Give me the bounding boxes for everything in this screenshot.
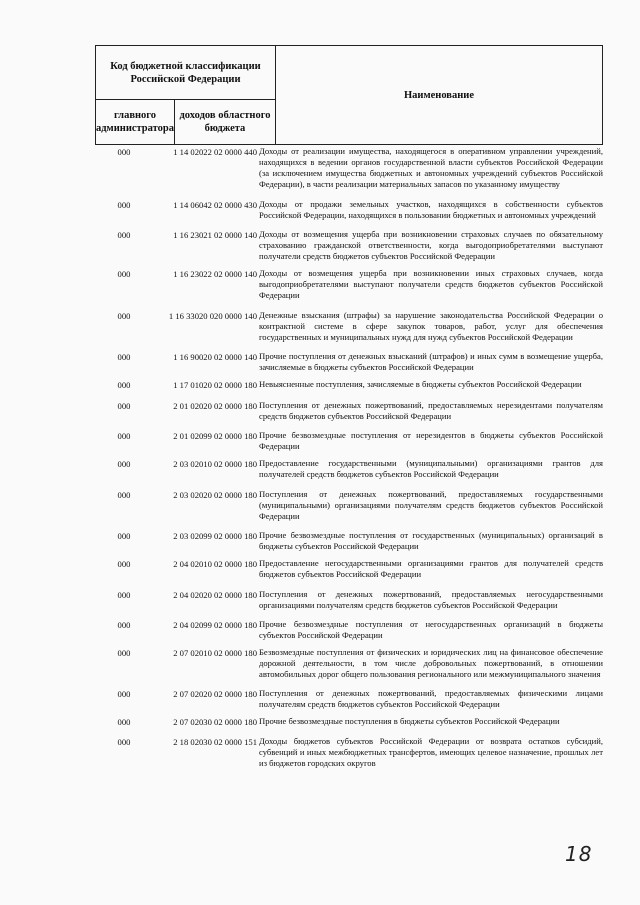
revenue-name-cell: Денежные взыскания (штрафы) за нарушение законодательства Российской Федерации о контрактной системе в сфере закупок товаров, работ, услуг для обеспечения государственных и муниципальных нужд для нужд субъектов Российской Федерации	[259, 310, 603, 342]
revenue-name-cell: Прочие безвозмездные поступления от нерезидентов в бюджеты субъектов Российской Федерации	[259, 430, 603, 451]
revenue-name-cell: Поступления от денежных пожертвований, предоставляемых негосударственными организациями получателям средств бюджетов субъектов Российской Федерации	[259, 589, 603, 610]
revenue-code-cell: 2 01 02020 02 0000 180	[173, 401, 257, 411]
admin-code-cell: 000	[117, 737, 131, 747]
table-row	[95, 647, 603, 680]
revenue-name-cell: Прочие безвозмездные поступления от негосударственных организаций в бюджеты субъектов Российской Федерации	[259, 619, 603, 640]
table-row	[95, 379, 603, 391]
admin-code-cell: 000	[117, 459, 131, 469]
revenue-name-cell: Предоставление государственными (муниципальными) организациями грантов для получателей средств бюджетов субъектов Российской Федерации	[259, 458, 603, 479]
revenue-code-cell: 2 03 02010 02 0000 180	[173, 459, 257, 469]
revenue-name-cell: Безвозмездные поступления от физических и юридических лиц на финансовое обеспечение дорожной деятельности, в том числе добровольных пожертвований, в отношении автомобильных дорог общего пользования регионального или межмуниципального значения	[259, 647, 603, 679]
revenue-code-cell: 2 07 02010 02 0000 180	[173, 648, 257, 658]
revenue-code-cell: 1 17 01020 02 0000 180	[173, 380, 257, 390]
revenue-column-header: доходов областного бюджета	[174, 100, 275, 145]
name-column-header: Наименование	[275, 46, 602, 145]
table-row	[95, 351, 603, 373]
admin-code-cell: 000	[117, 311, 131, 321]
table-row	[95, 430, 603, 452]
revenue-code-cell: 2 04 02010 02 0000 180	[173, 559, 257, 569]
revenue-name-cell: Поступления от денежных пожертвований, предоставляемых государственными (муниципальными) организациями получателям средств бюджетов субъектов Российской Федерации	[259, 489, 603, 521]
table-row	[95, 688, 603, 710]
revenue-name-cell: Доходы от продажи земельных участков, находящихся в собственности субъектов Российской Федерации, находящихся в пользовании бюджетных и автономных учреждений	[259, 199, 603, 220]
admin-code-cell: 000	[117, 380, 131, 390]
admin-column-header: главного администратора	[96, 100, 175, 145]
admin-code-cell: 000	[117, 269, 131, 279]
table-row	[95, 736, 603, 769]
revenue-code-cell: 2 01 02099 02 0000 180	[173, 431, 257, 441]
admin-code-cell: 000	[117, 689, 131, 699]
revenue-code-cell: 1 16 33020 020 0000 140	[168, 311, 257, 321]
revenue-name-cell: Доходы от возмещения ущерба при возникновении страховых случаев по обязательному страхованию гражданской ответственности, когда выгодоприобретателями выступают получатели средств бюджетов субъектов Российской Федерации	[259, 229, 603, 261]
table-header	[95, 45, 603, 145]
revenue-code-cell: 1 14 06042 02 0000 430	[173, 200, 257, 210]
revenue-name-cell: Доходы от возмещения ущерба при возникновении иных страховых случаев, когда выгодоприобретателями выступают получатели средств бюджетов субъектов Российской Федерации	[259, 268, 603, 300]
revenue-code-cell: 2 03 02099 02 0000 180	[173, 531, 257, 541]
table-row	[95, 310, 603, 343]
table-row	[95, 589, 603, 611]
table-row	[95, 199, 603, 221]
admin-code-cell: 000	[117, 200, 131, 210]
table-row	[95, 400, 603, 422]
admin-code-cell: 000	[117, 559, 131, 569]
admin-code-cell: 000	[117, 717, 131, 727]
revenue-name-cell: Прочие безвозмездные поступления от государственных (муниципальных) организаций в бюджеты субъектов Российской Федерации	[259, 530, 603, 551]
budget-code-group-header: Код бюджетной классификации Российской Федерации	[96, 46, 276, 100]
revenue-code-cell: 2 04 02099 02 0000 180	[173, 620, 257, 630]
admin-code-cell: 000	[117, 147, 131, 157]
revenue-name-cell: Поступления от денежных пожертвований, предоставляемых нерезидентами получателям средств бюджетов субъектов Российской Федерации	[259, 400, 603, 421]
table-row	[95, 619, 603, 641]
revenue-code-cell: 2 04 02020 02 0000 180	[173, 590, 257, 600]
admin-code-cell: 000	[117, 648, 131, 658]
revenue-code-cell: 2 18 02030 02 0000 151	[173, 737, 257, 747]
table-row	[95, 530, 603, 552]
revenue-name-cell: Предоставление негосударственными организациями грантов для получателей средств бюджетов субъектов Российской Федерации	[259, 558, 603, 579]
table-row	[95, 229, 603, 262]
revenue-code-cell: 2 03 02020 02 0000 180	[173, 490, 257, 500]
revenue-code-cell: 2 07 02030 02 0000 180	[173, 717, 257, 727]
revenue-name-cell: Невыясненные поступления, зачисляемые в бюджеты субъектов Российской Федерации	[259, 379, 582, 389]
page-number: 18	[565, 842, 593, 866]
table-row	[95, 716, 603, 728]
admin-code-cell: 000	[117, 531, 131, 541]
revenue-name-cell: Доходы бюджетов субъектов Российской Федерации от возврата остатков субсидий, субвенций и иных межбюджетных трансфертов, имеющих целевое назначение, прошлых лет из бюджетов городских округов	[259, 736, 603, 768]
revenue-code-cell: 1 14 02022 02 0000 440	[173, 147, 257, 157]
revenue-code-cell: 1 16 23021 02 0000 140	[173, 230, 257, 240]
admin-code-cell: 000	[117, 490, 131, 500]
table-row	[95, 558, 603, 580]
admin-code-cell: 000	[117, 431, 131, 441]
revenue-name-cell: Прочие безвозмездные поступления в бюджеты субъектов Российской Федерации	[259, 716, 560, 726]
revenue-code-cell: 1 16 90020 02 0000 140	[173, 352, 257, 362]
table-row	[95, 458, 603, 480]
admin-code-cell: 000	[117, 590, 131, 600]
revenue-name-cell: Прочие поступления от денежных взысканий (штрафов) и иных сумм в возмещение ущерба, зачисляемые в бюджеты субъектов Российской Федерации	[259, 351, 603, 372]
admin-code-cell: 000	[117, 230, 131, 240]
table-body	[95, 146, 603, 777]
table-row	[95, 489, 603, 522]
revenue-code-cell: 1 16 23022 02 0000 140	[173, 269, 257, 279]
admin-code-cell: 000	[117, 352, 131, 362]
revenue-name-cell: Поступления от денежных пожертвований, предоставляемых физическими лицами получателям средств бюджетов субъектов Российской Федерации	[259, 688, 603, 709]
admin-code-cell: 000	[117, 620, 131, 630]
table-row	[95, 268, 603, 301]
revenue-name-cell: Доходы от реализации имущества, находящегося в оперативном управлении учреждений, находящихся в ведении органов государственной власти субъектов Российской Федерации (за исключением имущества бюджетных и автономных учреждений субъектов Российской Федерации), в части реализации материальных запасов по указанному имуществу	[259, 146, 603, 189]
table-row	[95, 146, 603, 190]
revenue-code-cell: 2 07 02020 02 0000 180	[173, 689, 257, 699]
admin-code-cell: 000	[117, 401, 131, 411]
